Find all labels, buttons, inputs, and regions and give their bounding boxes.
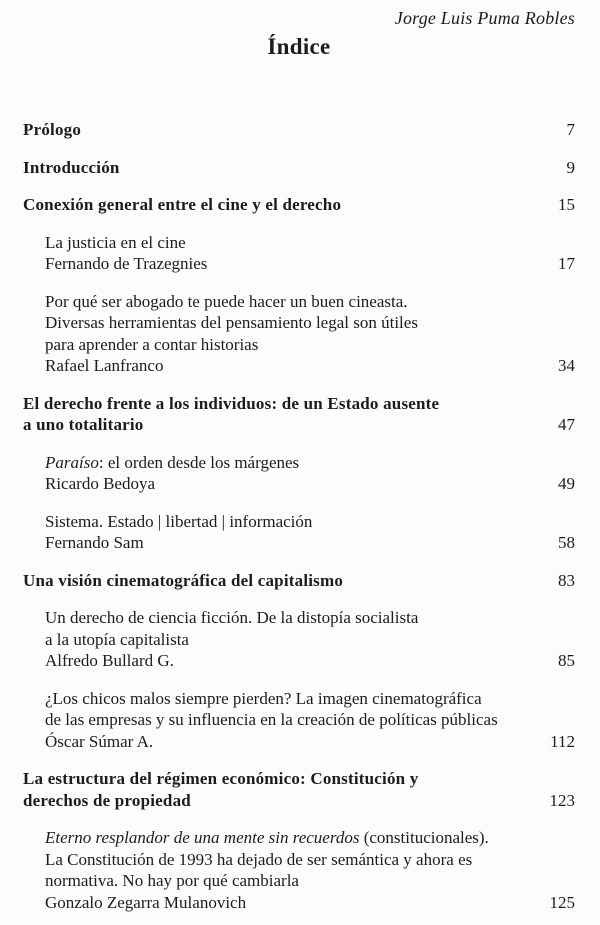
title-text-segment: Gonzalo Zegarra Mulanovich	[45, 892, 247, 912]
toc-entry-line	[45, 688, 538, 710]
page-title: Índice	[267, 34, 331, 59]
toc-entry-line	[45, 511, 546, 533]
title-text-segment: para aprender a contar historias	[45, 334, 259, 354]
title-italic-segment: Eterno resplandor de una mente sin recuerdos	[45, 828, 360, 847]
toc-entry-line	[45, 607, 546, 629]
title-text-segment: El derecho frente a los individuos: de un Estado ausente	[23, 393, 440, 413]
toc-entry	[23, 291, 575, 377]
title-text-segment: : el orden desde los márgenes	[98, 452, 300, 472]
title-text-segment: Rafael Lanfranco	[45, 356, 164, 375]
toc-entry-line	[45, 650, 546, 672]
toc-entry-page-number: 112	[550, 731, 575, 751]
toc-entry-page-number: 49	[558, 474, 575, 493]
toc-entry-page-number: 58	[558, 533, 575, 552]
toc-entry-text	[23, 393, 546, 436]
toc-entry-text	[23, 607, 546, 672]
title-text-segment: Alfredo Bullard G.	[45, 651, 174, 670]
title-text-segment: Por qué ser abogado te puede hacer un buen cineasta.	[45, 291, 408, 311]
toc-entry-page-number: 85	[558, 651, 575, 670]
toc-entry	[23, 607, 575, 672]
toc-entry-text	[23, 827, 538, 913]
toc-entry	[23, 570, 575, 592]
toc-entry-line	[45, 232, 546, 254]
toc-entry-line	[45, 892, 538, 914]
title-text-segment: a uno totalitario	[23, 415, 144, 434]
title-text-segment: ¿Los chicos malos siempre pierden? La imagen cinematográfica	[45, 688, 482, 708]
title-text-segment: Prólogo	[23, 120, 82, 139]
toc-entry-line	[23, 414, 546, 436]
toc-entry-line	[45, 731, 538, 753]
title-text-segment: La Constitución de 1993 ha dejado de ser semántica y ahora es	[45, 849, 473, 869]
toc-entry-text	[23, 157, 555, 179]
toc-entry-line	[45, 334, 546, 356]
title-text-segment: Óscar Súmar A.	[45, 731, 154, 751]
toc-entry-page-number: 15	[558, 195, 575, 214]
toc-entry	[23, 827, 575, 913]
toc-entry-page-number: 125	[549, 892, 575, 912]
toc-entry-page-number: 9	[566, 157, 575, 177]
title-italic-segment: Paraíso	[45, 452, 99, 472]
toc-entry	[23, 768, 575, 811]
toc-entry-line	[23, 157, 555, 179]
toc-entry-line	[45, 629, 546, 651]
toc-entry-text	[23, 452, 546, 495]
toc-entry-text	[23, 119, 555, 141]
toc-entry-page-number: 123	[549, 790, 575, 810]
title-text-segment: de las empresas y su influencia en la creación de políticas públicas	[45, 710, 498, 729]
toc-entry-line	[23, 768, 538, 790]
toc-entry	[23, 511, 575, 554]
toc-entry-text	[23, 291, 546, 377]
title-text-segment: derechos de propiedad	[23, 790, 191, 810]
title-text-segment: Fernando Sam	[45, 533, 144, 552]
toc-entry-line	[45, 849, 538, 871]
toc-entry-text	[23, 232, 546, 275]
toc-entry-page-number: 83	[558, 570, 575, 590]
toc-entry	[23, 157, 575, 179]
toc-entry-line	[23, 194, 546, 216]
toc-entry-line	[23, 393, 546, 415]
toc-entry-page-number: 17	[558, 254, 575, 273]
toc-entry-line	[23, 790, 538, 812]
title-text-segment: normativa. No hay por qué cambiarla	[45, 871, 299, 890]
toc-entry-line	[45, 291, 546, 313]
toc-entry	[23, 194, 575, 216]
title-text-segment: Diversas herramientas del pensamiento legal son útiles	[45, 313, 418, 332]
title-text-segment: Sistema. Estado | libertad | información	[45, 511, 313, 531]
title-text-segment: La estructura del régimen económico: Constitución y	[23, 769, 419, 788]
toc-entry-text	[23, 688, 538, 753]
title-text-segment: a la utopía capitalista	[45, 629, 189, 649]
toc-entry	[23, 452, 575, 495]
title-text-segment: Conexión general entre el cine y el derecho	[23, 195, 342, 214]
toc-entry	[23, 232, 575, 275]
toc-entry-line	[45, 452, 546, 474]
toc-entry-line	[45, 253, 546, 275]
toc-entry	[23, 119, 575, 141]
title-text-segment: Ricardo Bedoya	[45, 474, 155, 493]
toc-entry-line	[45, 355, 546, 377]
toc-entry-page-number: 7	[566, 120, 575, 139]
toc-entry-page-number: 34	[558, 356, 575, 375]
title-text-segment: (constitucionales).	[359, 828, 489, 847]
toc-entry-page-number: 47	[558, 415, 575, 434]
table-of-contents	[23, 119, 575, 913]
toc-entry-text	[23, 768, 538, 811]
toc-entry-line	[45, 532, 546, 554]
toc-entry-line	[45, 870, 538, 892]
toc-entry-line	[45, 827, 538, 849]
toc-entry-line	[23, 570, 546, 592]
title-text-segment: La justicia en el cine	[45, 232, 186, 252]
toc-entry-line	[45, 312, 546, 334]
title-text-segment: Introducción	[23, 157, 120, 177]
toc-entry-line	[45, 709, 538, 731]
author-name: Jorge Luis Puma Robles	[394, 8, 575, 28]
title-text-segment: Fernando de Trazegnies	[45, 254, 208, 273]
title-text-segment: Un derecho de ciencia ficción. De la distopía socialista	[45, 608, 419, 627]
toc-entry-text	[23, 511, 546, 554]
toc-entry-text	[23, 570, 546, 592]
title-text-segment: Una visión cinematográfica del capitalismo	[23, 570, 344, 590]
toc-entry-line	[23, 119, 555, 141]
toc-entry-line	[45, 473, 546, 495]
toc-entry	[23, 688, 575, 753]
toc-entry	[23, 393, 575, 436]
toc-entry-text	[23, 194, 546, 216]
